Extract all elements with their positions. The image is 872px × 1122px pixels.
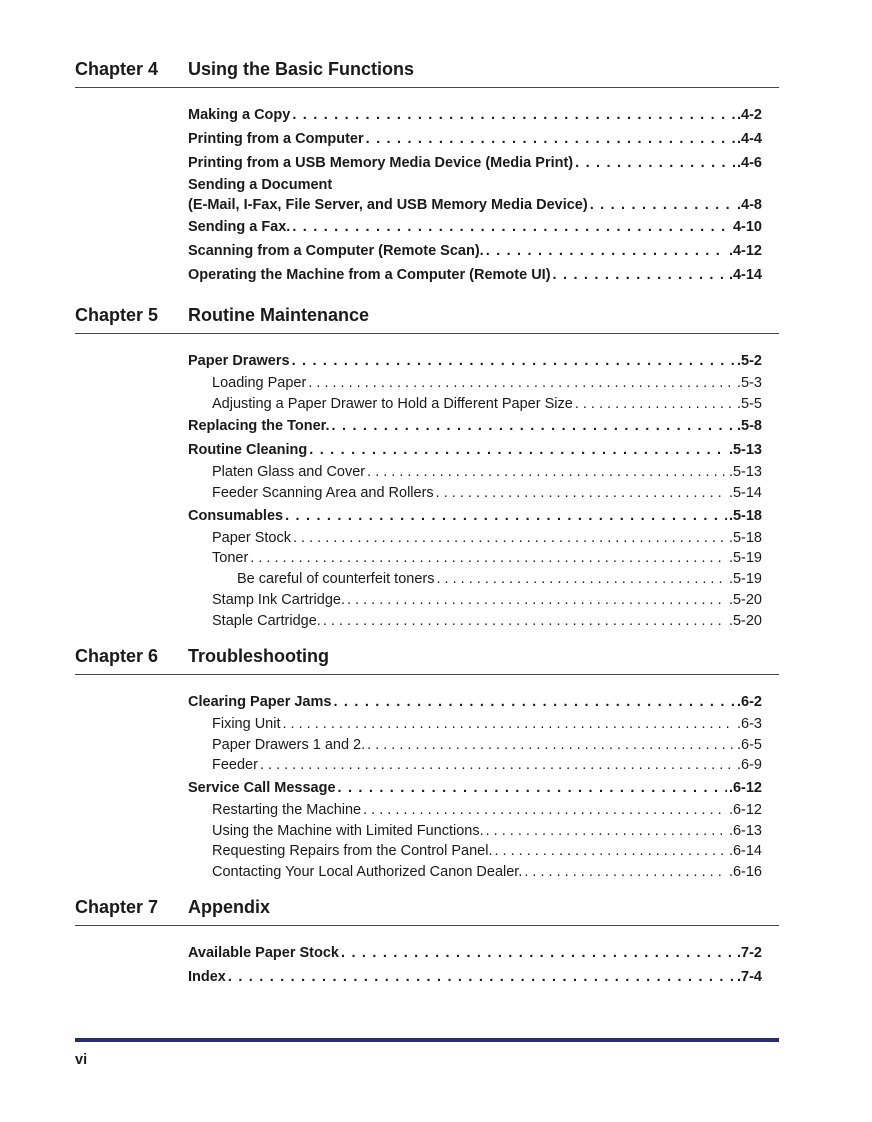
toc-subentry[interactable]: Staple Cartridge. . . . .5-20 [188, 611, 762, 632]
toc-entry[interactable]: Service Call Message . . . .6-12 [188, 776, 762, 800]
toc-entries [188, 926, 762, 989]
toc-subentry[interactable]: Fixing Unit . . . .6-3 [188, 714, 762, 735]
chapter-title[interactable]: Appendix [188, 897, 271, 917]
chapter-label: Chapter 4 [75, 59, 159, 79]
chapter-label: Chapter 6 [75, 646, 159, 666]
chapter-title[interactable]: Routine Maintenance [188, 305, 370, 325]
page-number: vi [75, 1052, 88, 1068]
toc-entry[interactable]: Available Paper Stock . . . .7-2 [188, 941, 762, 965]
toc-subentry[interactable]: Adjusting a Paper Drawer to Hold a Different Paper Size . . . .5-5 [188, 394, 762, 415]
toc-entry[interactable]: Index . . . .7-4 [188, 965, 762, 989]
toc-entry[interactable]: Routine Cleaning . . . .5-13 [188, 438, 762, 462]
chapter-header [75, 59, 779, 88]
toc-entry[interactable]: Sending a Fax. . . . 4-10 [188, 215, 762, 239]
toc-entry[interactable]: Printing from a Computer . . . .4-4 [188, 127, 762, 151]
chapter-section [75, 305, 779, 631]
toc-subentry[interactable]: Using the Machine with Limited Functions. . . . .6-13 [188, 821, 762, 842]
chapter-header [75, 897, 779, 926]
toc-subentry[interactable]: Stamp Ink Cartridge. . . . .5-20 [188, 590, 762, 611]
toc-entry[interactable]: Operating the Machine from a Computer (Remote UI) . . . .4-14 [188, 263, 762, 287]
toc-subentry[interactable]: Feeder Scanning Area and Rollers . . . .5-14 [188, 483, 762, 504]
toc-entry[interactable]: Replacing the Toner. . . . .5-8 [188, 414, 762, 438]
toc-subentry[interactable]: Paper Drawers 1 and 2. . . . .6-5 [188, 735, 762, 756]
toc-subentry[interactable]: Restarting the Machine . . . .6-12 [188, 800, 762, 821]
toc-subentry[interactable]: Paper Stock . . . .5-18 [188, 528, 762, 549]
chapter-section [75, 646, 779, 883]
toc-subentry[interactable]: Platen Glass and Cover . . . .5-13 [188, 462, 762, 483]
toc-subentry[interactable]: Requesting Repairs from the Control Panel. . . . .6-14 [188, 841, 762, 862]
toc-entry[interactable]: Clearing Paper Jams . . . .6-2 [188, 690, 762, 714]
toc-subentry[interactable]: Toner . . . .5-19 [188, 548, 762, 569]
toc-entry[interactable]: Printing from a USB Memory Media Device (Media Print) . . . .4-6 [188, 151, 762, 175]
toc-entries [188, 675, 762, 883]
toc-subentry[interactable]: Contacting Your Local Authorized Canon Dealer. . . . .6-16 [188, 862, 762, 883]
toc-entries [188, 334, 762, 631]
chapter-title[interactable]: Using the Basic Functions [188, 59, 415, 79]
toc-entry[interactable]: Scanning from a Computer (Remote Scan). . . . .4-12 [188, 239, 762, 263]
chapter-label: Chapter 7 [75, 897, 159, 917]
chapter-title[interactable]: Troubleshooting [188, 646, 329, 666]
toc-entry[interactable]: Sending a Document (E-Mail, I-Fax, File Server, and USB Memory Media Device) . . . .4-8 [188, 175, 762, 215]
chapter-header [75, 305, 779, 334]
toc-entry[interactable]: Consumables . . . .5-18 [188, 504, 762, 528]
chapter-header [75, 646, 779, 675]
toc-subentry[interactable]: Loading Paper . . . .5-3 [188, 373, 762, 394]
chapter-section [75, 59, 779, 287]
chapter-section [75, 897, 779, 989]
chapter-label: Chapter 5 [75, 305, 159, 325]
toc-subsubentry[interactable]: Be careful of counterfeit toners . . . .5-19 [188, 569, 762, 590]
footer-rule [75, 1038, 779, 1042]
toc-entry[interactable]: Making a Copy . . . .4-2 [188, 103, 762, 127]
toc-entry[interactable]: Paper Drawers . . . .5-2 [188, 349, 762, 373]
toc-subentry[interactable]: Feeder . . . .6-9 [188, 755, 762, 776]
toc-entries [188, 88, 762, 287]
